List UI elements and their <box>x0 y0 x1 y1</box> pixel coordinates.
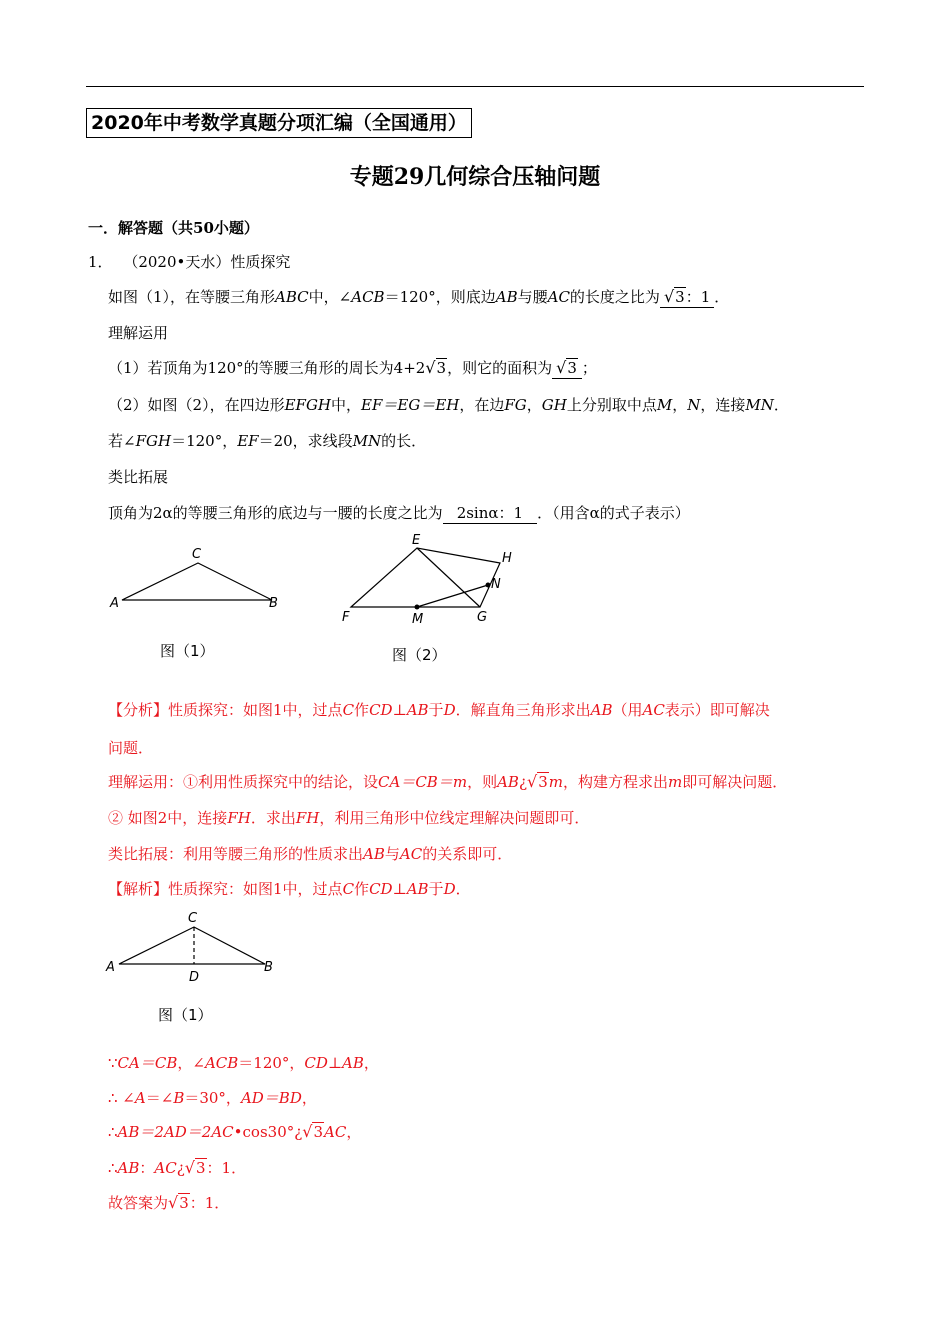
text: 【解析】 <box>108 880 169 898</box>
q2-line <box>108 395 789 415</box>
sqrt: √3 <box>556 358 577 377</box>
analysis-line-2 <box>108 772 787 792</box>
figure-2-quadrilateral <box>338 532 528 632</box>
figure-1-caption: 图（1） <box>160 642 215 660</box>
label-c: C <box>188 911 198 926</box>
text: ＝120°，则底边 <box>384 288 496 306</box>
sqrt: √3 <box>663 287 685 306</box>
header-rule <box>86 86 864 87</box>
text: 性质探究：如图1中，过点 <box>168 880 343 898</box>
text: ACB <box>204 1054 239 1072</box>
text: MN <box>352 432 382 450</box>
q2b-line <box>108 431 426 451</box>
text: CD <box>369 701 393 719</box>
topic-title: 专题29几何综合压轴问题 <box>349 164 601 190</box>
text: ，∠ <box>177 1054 205 1072</box>
text: ：1． <box>189 1194 230 1212</box>
text: AB <box>342 1054 364 1072</box>
analysis-line-1b: 问题． <box>108 739 154 757</box>
text: ∴ <box>108 1123 118 1141</box>
text: ¿ <box>518 773 527 791</box>
text: ； <box>581 359 597 377</box>
text: D <box>443 701 456 719</box>
text: 3 <box>538 773 548 791</box>
text: ⊥ <box>392 701 407 719</box>
text: ② 如图2中，连接 <box>108 809 228 827</box>
answer-blank <box>552 358 582 379</box>
text: 3 <box>195 1159 206 1177</box>
figure-2-caption: 图（2） <box>392 646 447 664</box>
text: ∴ ∠ <box>108 1089 135 1107</box>
text: ： <box>139 1159 155 1177</box>
text: 如图（1），在等腰三角形 <box>108 288 276 306</box>
text: B <box>173 1089 185 1107</box>
apply-heading: 理解运用 <box>108 324 169 342</box>
text: ． <box>455 880 471 898</box>
text: AB <box>406 880 429 898</box>
text: 与 <box>384 845 400 863</box>
text: CD <box>304 1054 328 1072</box>
text: ，连接 <box>700 396 746 414</box>
text: C <box>342 701 355 719</box>
text: EF＝EG＝EH <box>361 396 460 414</box>
text: ，利用三角形中位线定理解决问题即可． <box>319 809 590 827</box>
text: 3 <box>313 1123 324 1141</box>
text: CA＝CB <box>117 1054 178 1072</box>
text: AB <box>497 773 519 791</box>
text: AC <box>324 1123 347 1141</box>
text: 的长度之比为 <box>569 288 660 306</box>
text: ∴ <box>108 1159 118 1177</box>
text: AC <box>154 1159 177 1177</box>
text: m <box>548 773 563 791</box>
point-m <box>415 605 420 610</box>
problem-source: （2020•天水）性质探究 <box>123 253 291 271</box>
text: ， <box>363 1054 379 1072</box>
text: ．解直角三角形求出 <box>455 701 591 719</box>
solution-step-1 <box>108 1053 379 1073</box>
extend-line <box>108 503 690 524</box>
explore-line <box>108 287 729 308</box>
text: m <box>667 773 683 791</box>
text: GH <box>541 396 567 414</box>
text: ， <box>301 1089 317 1107</box>
text: ，构建方程求出 <box>562 773 668 791</box>
solution-step-4 <box>108 1158 246 1178</box>
text: AC <box>399 845 423 863</box>
sqrt: √3 <box>168 1193 189 1212</box>
text: 故答案为 <box>108 1194 169 1212</box>
label-d: D <box>189 970 200 985</box>
text: A <box>134 1089 146 1107</box>
text: ⊥ <box>327 1054 343 1072</box>
text: FH <box>295 809 320 827</box>
label-a: A <box>106 960 115 975</box>
text: ， <box>672 396 688 414</box>
text: 于 <box>428 880 444 898</box>
answer-blank: 2sinα：1 <box>443 503 537 524</box>
answer-blank <box>660 287 714 308</box>
text: （用 <box>612 701 643 719</box>
series-title: 2020年中考数学真题分项汇编（全国通用） <box>86 108 472 138</box>
label-g: G <box>477 610 488 625</box>
text: ACB <box>351 288 385 306</box>
text: ：1 <box>685 288 711 306</box>
text: 作 <box>354 701 370 719</box>
text: （2）如图（2），在四边形 <box>108 396 285 414</box>
solution-step-5 <box>108 1193 229 1213</box>
analysis-line-3 <box>108 808 589 828</box>
text: ＝120°， <box>238 1054 305 1072</box>
text: 的关系即可． <box>422 845 513 863</box>
label-m: M <box>412 612 424 627</box>
text: ． <box>773 396 789 414</box>
label-b: B <box>264 960 273 975</box>
text: 3 <box>436 359 447 377</box>
problem-header <box>88 252 290 272</box>
text: CD <box>369 880 393 898</box>
text: 顶角为2α的等腰三角形的底边与一腰的长度之比为 <box>108 504 443 522</box>
text: AB <box>590 701 613 719</box>
text: 3 <box>179 1194 189 1212</box>
quad-efgh <box>351 548 500 607</box>
segment-eg <box>417 548 480 607</box>
analysis-line-1 <box>108 700 770 720</box>
text: FGH <box>135 432 172 450</box>
solution-line-1 <box>108 879 471 899</box>
text: FG <box>504 396 527 414</box>
sqrt: √3 <box>184 1158 206 1177</box>
text: AC <box>642 701 665 719</box>
text: AB <box>406 701 429 719</box>
text: 于 <box>428 701 444 719</box>
text: ¿ <box>176 1159 185 1177</box>
text: ．（用含α的式子表示） <box>537 504 690 522</box>
text: ABC <box>275 288 309 306</box>
text: ＝∠ <box>145 1089 174 1107</box>
text: •cos30°¿ <box>233 1123 303 1141</box>
text: ＝20，求线段 <box>258 432 353 450</box>
text: EFGH <box>284 396 332 414</box>
text: AB <box>117 1159 140 1177</box>
label-e: E <box>412 533 421 548</box>
label-b: B <box>269 596 278 611</box>
section-heading: 一．解答题（共50小题） <box>88 219 259 237</box>
label-h: H <box>502 551 512 566</box>
text: 若∠ <box>108 432 136 450</box>
sqrt: √3 <box>302 1122 324 1141</box>
sqrt: √3 <box>425 358 447 377</box>
label-a: A <box>110 596 119 611</box>
text: N <box>687 396 701 414</box>
text: AC <box>547 288 570 306</box>
text: M <box>656 396 673 414</box>
text: 理解运用：①利用性质探究中的结论，设 <box>108 773 379 791</box>
text: 表示）即可解决 <box>664 701 770 719</box>
text: EF <box>237 432 259 450</box>
text: ＝120°， <box>171 432 238 450</box>
solution-step-2 <box>108 1088 317 1108</box>
text: ，则它的面积为 <box>447 359 553 377</box>
text: 作 <box>354 880 370 898</box>
text: AB <box>495 288 518 306</box>
text: （1）若顶角为120°的等腰三角形的周长为4+2 <box>108 359 426 377</box>
point-n <box>486 583 491 588</box>
text: 上分别取中点 <box>566 396 657 414</box>
text: 与腰 <box>517 288 548 306</box>
analysis-line-4 <box>108 844 512 864</box>
text: AB <box>363 845 385 863</box>
text: 【分析】 <box>108 701 169 719</box>
text: ⊥ <box>392 880 407 898</box>
text: ．求出 <box>250 809 296 827</box>
problem-number: 1． <box>88 253 113 271</box>
text: AD＝BD <box>240 1089 302 1107</box>
sqrt: √3 <box>526 772 548 791</box>
text: FH <box>227 809 251 827</box>
solution-step-3 <box>108 1122 361 1142</box>
q1-line <box>108 358 597 379</box>
text: ∵ <box>108 1054 118 1072</box>
text: AB＝2AD＝2AC <box>117 1123 234 1141</box>
text: 的长． <box>381 432 427 450</box>
text: 性质探究：如图1中，过点 <box>168 701 343 719</box>
label-n: N <box>491 577 501 592</box>
text: ：1． <box>206 1159 247 1177</box>
text: ， <box>346 1123 362 1141</box>
text: ， <box>526 396 542 414</box>
text: ，在边 <box>459 396 505 414</box>
text: 即可解决问题． <box>682 773 788 791</box>
figure-3-caption: 图（1） <box>158 1006 213 1024</box>
figure-1-triangle <box>104 540 294 620</box>
extend-heading: 类比拓展 <box>108 468 169 486</box>
triangle-abc <box>122 563 272 600</box>
figure-3-triangle-altitude <box>102 905 292 985</box>
text: C <box>342 880 355 898</box>
text: ． <box>714 288 730 306</box>
text: D <box>443 880 456 898</box>
label-c: C <box>192 547 202 562</box>
text: 类比拓展：利用等腰三角形的性质求出 <box>108 845 364 863</box>
text: 3 <box>567 359 577 377</box>
text: 中， <box>331 396 362 414</box>
text: 3 <box>675 288 685 306</box>
text: MN <box>745 396 774 414</box>
triangle-abc <box>119 927 265 964</box>
text: ＝30°， <box>184 1089 241 1107</box>
label-f: F <box>342 610 350 625</box>
text: CA＝CB＝m <box>378 773 468 791</box>
text: 中，∠ <box>308 288 352 306</box>
text: ，则 <box>467 773 498 791</box>
